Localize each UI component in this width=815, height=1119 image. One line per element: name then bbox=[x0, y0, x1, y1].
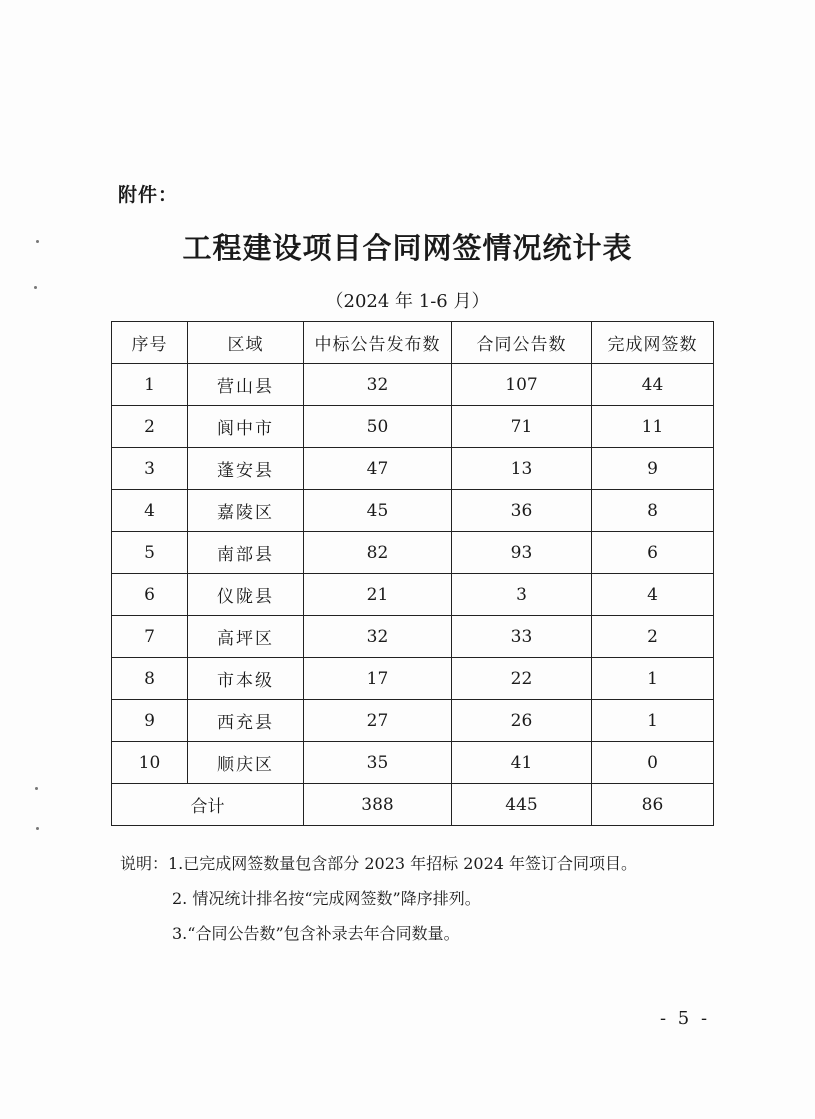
cell-total-signed: 86 bbox=[592, 784, 714, 826]
note-line: 3.“合同公告数”包含补录去年合同数量。 bbox=[172, 924, 460, 943]
header-signed: 完成网签数 bbox=[592, 322, 714, 364]
cell-total-label: 合计 bbox=[112, 784, 304, 826]
cell-contract-notices: 93 bbox=[452, 532, 592, 574]
cell-region: 仪陇县 bbox=[188, 574, 304, 616]
cell-signed: 11 bbox=[592, 406, 714, 448]
table-row bbox=[112, 406, 714, 448]
cell-serial-no: 9 bbox=[112, 700, 188, 742]
cell-bid-notices: 50 bbox=[304, 406, 452, 448]
document-title: 工程建设项目合同网签情况统计表 bbox=[182, 231, 633, 265]
cell-bid-notices: 45 bbox=[304, 490, 452, 532]
scan-speck bbox=[35, 787, 38, 790]
table-row bbox=[112, 532, 714, 574]
cell-bid-notices: 17 bbox=[304, 658, 452, 700]
cell-signed: 4 bbox=[592, 574, 714, 616]
document-subtitle: （2024 年 1-6 月） bbox=[325, 291, 490, 312]
cell-signed: 6 bbox=[592, 532, 714, 574]
cell-region: 营山县 bbox=[188, 364, 304, 406]
cell-region: 蓬安县 bbox=[188, 448, 304, 490]
cell-signed: 0 bbox=[592, 742, 714, 784]
cell-contract-notices: 13 bbox=[452, 448, 592, 490]
cell-signed: 8 bbox=[592, 490, 714, 532]
cell-contract-notices: 41 bbox=[452, 742, 592, 784]
cell-region: 顺庆区 bbox=[188, 742, 304, 784]
cell-serial-no: 2 bbox=[112, 406, 188, 448]
table-row bbox=[112, 700, 714, 742]
table-row bbox=[112, 574, 714, 616]
cell-contract-notices: 26 bbox=[452, 700, 592, 742]
cell-contract-notices: 3 bbox=[452, 574, 592, 616]
table-row bbox=[112, 616, 714, 658]
cell-signed: 9 bbox=[592, 448, 714, 490]
header-bid-notices: 中标公告发布数 bbox=[304, 322, 452, 364]
header-serial-no: 序号 bbox=[112, 322, 188, 364]
note-line: 2. 情况统计排名按“完成网签数”降序排列。 bbox=[172, 889, 481, 908]
cell-total-bid-notices: 388 bbox=[304, 784, 452, 826]
cell-serial-no: 7 bbox=[112, 616, 188, 658]
cell-serial-no: 6 bbox=[112, 574, 188, 616]
table-row bbox=[112, 490, 714, 532]
cell-serial-no: 8 bbox=[112, 658, 188, 700]
cell-contract-notices: 107 bbox=[452, 364, 592, 406]
cell-contract-notices: 71 bbox=[452, 406, 592, 448]
note-line: 说明：1.已完成网签数量包含部分 2023 年招标 2024 年签订合同项目。 bbox=[120, 854, 638, 873]
cell-serial-no: 4 bbox=[112, 490, 188, 532]
cell-bid-notices: 35 bbox=[304, 742, 452, 784]
statistics-table bbox=[111, 321, 714, 826]
page-number: - 5 - bbox=[660, 1008, 711, 1029]
cell-region: 市本级 bbox=[188, 658, 304, 700]
cell-contract-notices: 36 bbox=[452, 490, 592, 532]
header-region: 区域 bbox=[188, 322, 304, 364]
cell-bid-notices: 21 bbox=[304, 574, 452, 616]
table-row bbox=[112, 448, 714, 490]
cell-region: 阆中市 bbox=[188, 406, 304, 448]
cell-region: 嘉陵区 bbox=[188, 490, 304, 532]
cell-serial-no: 5 bbox=[112, 532, 188, 574]
header-contract-notices: 合同公告数 bbox=[452, 322, 592, 364]
cell-serial-no: 1 bbox=[112, 364, 188, 406]
table-row bbox=[112, 742, 714, 784]
cell-region: 高坪区 bbox=[188, 616, 304, 658]
scan-speck bbox=[36, 827, 39, 830]
cell-total-contract-notices: 445 bbox=[452, 784, 592, 826]
cell-bid-notices: 32 bbox=[304, 616, 452, 658]
attachment-label: 附件： bbox=[118, 184, 179, 206]
notes-section bbox=[120, 846, 637, 951]
cell-bid-notices: 27 bbox=[304, 700, 452, 742]
cell-contract-notices: 33 bbox=[452, 616, 592, 658]
cell-signed: 1 bbox=[592, 700, 714, 742]
table-row bbox=[112, 364, 714, 406]
table-row bbox=[112, 658, 714, 700]
table-total-row bbox=[112, 784, 714, 826]
cell-signed: 44 bbox=[592, 364, 714, 406]
cell-signed: 1 bbox=[592, 658, 714, 700]
cell-signed: 2 bbox=[592, 616, 714, 658]
cell-serial-no: 10 bbox=[112, 742, 188, 784]
cell-serial-no: 3 bbox=[112, 448, 188, 490]
cell-region: 南部县 bbox=[188, 532, 304, 574]
cell-region: 西充县 bbox=[188, 700, 304, 742]
cell-bid-notices: 32 bbox=[304, 364, 452, 406]
table-header-row bbox=[112, 322, 714, 364]
cell-contract-notices: 22 bbox=[452, 658, 592, 700]
cell-bid-notices: 82 bbox=[304, 532, 452, 574]
cell-bid-notices: 47 bbox=[304, 448, 452, 490]
